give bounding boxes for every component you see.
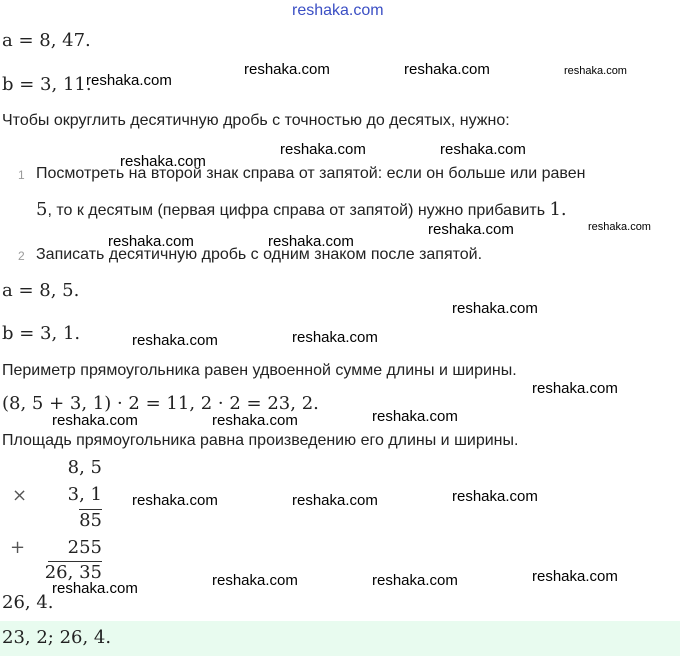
watermark: reshaka.com	[132, 332, 218, 349]
watermark: reshaka.com	[292, 492, 378, 509]
given-a: a = 8, 47.	[2, 30, 91, 51]
step-1-text: , то к десятым (первая цифра справа от запятой) нужно прибавить	[47, 202, 550, 219]
watermark: reshaka.com	[52, 412, 138, 429]
watermark: reshaka.com	[86, 72, 172, 89]
step-number-1: 1	[18, 168, 25, 182]
mult-partial2: 255	[67, 537, 102, 558]
step-1-line2	[36, 199, 567, 220]
step-1-digit: 5	[36, 199, 48, 220]
header-watermark: reshaka.com	[292, 2, 384, 19]
watermark: reshaka.com	[212, 572, 298, 589]
watermark: reshaka.com	[440, 141, 526, 158]
watermark: reshaka.com	[132, 492, 218, 509]
mult-partial1-text: 85	[79, 510, 102, 531]
rounded-a: a = 8, 5.	[2, 280, 80, 301]
mult-result: 26, 35	[44, 562, 102, 583]
mult-row1: 8, 5	[67, 457, 102, 478]
step-1-suffix: 1.	[549, 199, 567, 220]
answer-text: 23, 2; 26, 4.	[2, 627, 112, 648]
watermark: reshaka.com	[564, 65, 627, 77]
mult-row2: 3, 1	[67, 484, 102, 505]
watermark: reshaka.com	[428, 221, 514, 238]
watermark: reshaka.com	[588, 221, 651, 233]
plus-sign: +	[10, 537, 26, 558]
watermark: reshaka.com	[280, 141, 366, 158]
step-2-line1: Записать десятичную дробь с одним знаком после запятой.	[36, 246, 483, 263]
perimeter-formula: (8, 5 + 3, 1) · 2 = 11, 2 · 2 = 23, 2.	[2, 393, 319, 414]
area-result: 26, 4.	[2, 592, 54, 613]
perimeter-text: Периметр прямоугольника равен удвоенной сумме длины и ширины.	[2, 362, 517, 379]
answer-bar	[0, 621, 680, 656]
watermark: reshaka.com	[452, 300, 538, 317]
watermark: reshaka.com	[292, 329, 378, 346]
area-text: Площадь прямоугольника равна произведению его длины и ширины.	[2, 432, 519, 449]
watermark: reshaka.com	[372, 408, 458, 425]
watermark: reshaka.com	[452, 488, 538, 505]
watermark: reshaka.com	[212, 412, 298, 429]
watermark: reshaka.com	[532, 568, 618, 585]
step-number-2: 2	[18, 249, 25, 263]
watermark: reshaka.com	[532, 380, 618, 397]
rounded-b: b = 3, 1.	[2, 323, 81, 344]
watermark: reshaka.com	[372, 572, 458, 589]
step-1-line1: Посмотреть на второй знак справа от запятой: если он больше или равен	[36, 165, 586, 182]
given-b: b = 3, 11.	[2, 74, 92, 95]
times-sign: ×	[12, 485, 28, 506]
watermark: reshaka.com	[108, 233, 194, 250]
watermark: reshaka.com	[120, 153, 206, 170]
watermark: reshaka.com	[404, 61, 490, 78]
mult-partial1	[42, 510, 102, 531]
watermark: reshaka.com	[268, 233, 354, 250]
watermark: reshaka.com	[244, 61, 330, 78]
rounding-intro: Чтобы округлить десятичную дробь с точностью до десятых, нужно:	[2, 112, 510, 129]
watermark: reshaka.com	[52, 580, 138, 597]
